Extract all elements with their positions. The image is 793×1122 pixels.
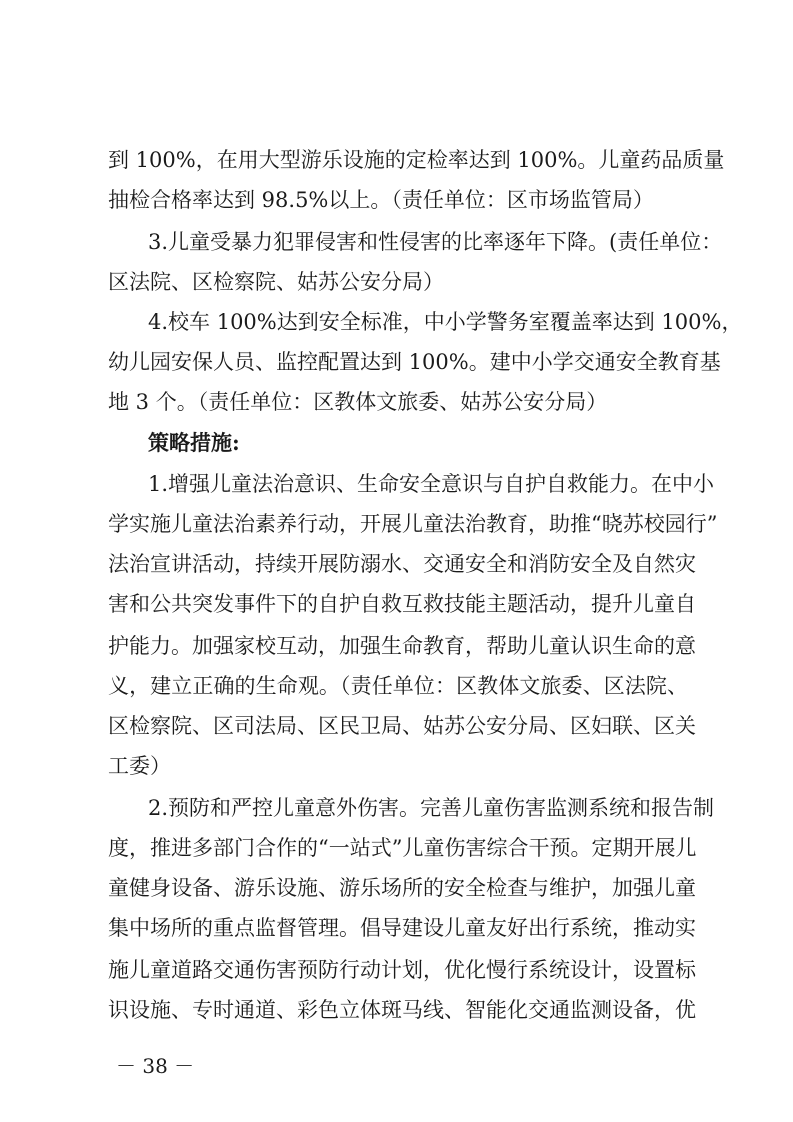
text-line: 害和公共突发事件下的自护自救互救技能主题活动，提升儿童自 — [108, 592, 696, 616]
text-line: 4.校车 100%达到安全标准，中小学警务室覆盖率达到 100%， — [148, 310, 743, 334]
text-line: 3.儿童受暴力犯罪侵害和性侵害的比率逐年下降。(责任单位： — [148, 230, 723, 254]
text-line: 抽检合格率达到 98.5%以上。（责任单位：区市场监管局） — [108, 188, 654, 212]
text-line: 地 3 个。（责任单位：区教体文旅委、姑苏公安分局） — [108, 390, 608, 414]
text-line: 学实施儿童法治素养行动，开展儿童法治教育，助推“晓苏校园行” — [108, 512, 718, 536]
text-line: 1.增强儿童法治意识、生命安全意识与自护自救能力。在中小 — [148, 472, 715, 496]
text-line: 法治宣讲活动，持续开展防溺水、交通安全和消防安全及自然灾 — [108, 552, 696, 576]
text-line: 集中场所的重点监督管理。倡导建设儿童友好出行系统，推动实 — [108, 916, 696, 940]
text-line: 2.预防和严控儿童意外伤害。完善儿童伤害监测系统和报告制 — [148, 796, 715, 820]
text-line: 护能力。加强家校互动，加强生命教育，帮助儿童认识生命的意 — [108, 634, 696, 658]
text-line: 度，推进多部门合作的“一站式”儿童伤害综合干预。定期开展儿 — [108, 836, 697, 860]
text-line: 识设施、专时通道、彩色立体斑马线、智能化交通监测设备，优 — [108, 998, 696, 1022]
text-line: 义，建立正确的生命观。（责任单位：区教体文旅委、区法院、 — [108, 674, 688, 698]
text-line: 施儿童道路交通伤害预防行动计划，优化慢行系统设计，设置标 — [108, 958, 696, 982]
text-line: 工委） — [108, 754, 171, 778]
text-line: 到 100%，在用大型游乐设施的定检率达到 100%。儿童药品质量 — [108, 148, 725, 172]
section-heading: 策略措施: — [148, 430, 240, 455]
text-line: 区法院、区检察院、姑苏公安分局） — [108, 270, 444, 294]
text-line: 幼儿园安保人员、监控配置达到 100%。建中小学交通安全教育基 — [108, 350, 721, 374]
text-line: 区检察院、区司法局、区民卫局、姑苏公安分局、区妇联、区关 — [108, 714, 696, 738]
page-number: － 38 － — [116, 1054, 195, 1078]
text-line: 童健身设备、游乐设施、游乐场所的安全检查与维护，加强儿童 — [108, 876, 696, 900]
